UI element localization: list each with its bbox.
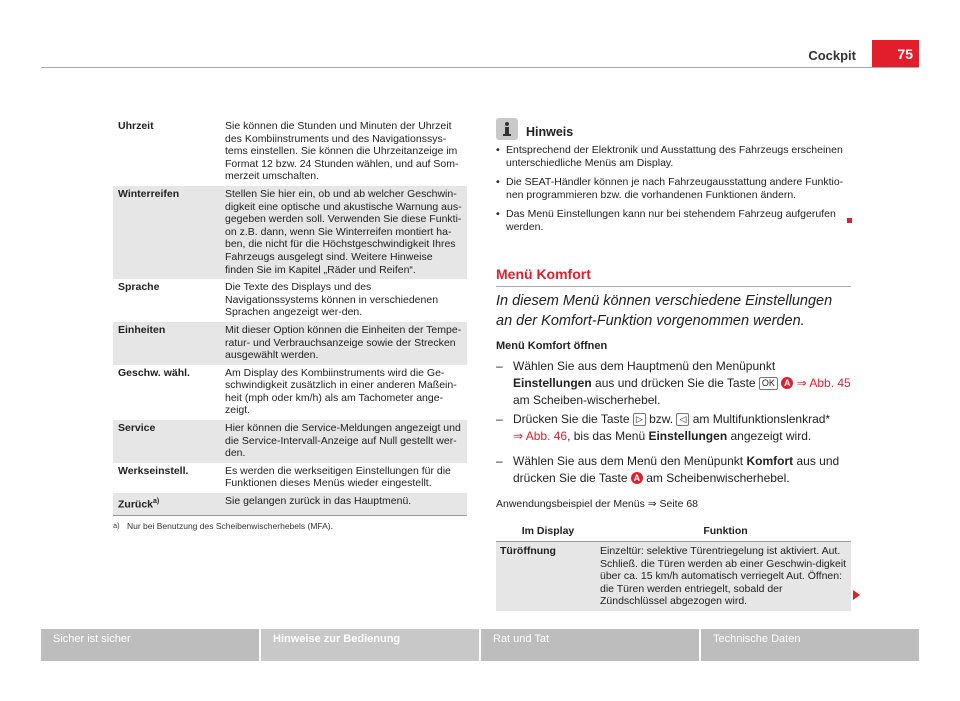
table-row [113,365,467,420]
footnote-text: Nur bei Benutzung des Scheibenwischerhebels (MFA). [127,521,333,531]
step-text-part: aus und drücken Sie die Taste [591,376,759,390]
step-text-part: am Scheibenwischerhebel. [642,471,790,485]
row-value: Hier können die Service-Meldungen angezeigt und die Service-Intervall-Anzeige auf Null gestellt wer-den. [225,422,461,460]
step-text-part: Wählen Sie aus dem Hauptmenü den Menüpunkt [513,359,776,373]
column-header: Funktion [703,525,748,537]
step-text-part: Drücken Sie die Taste [513,412,633,426]
row-value: Sie gelangen zurück in das Hauptmenü. [225,495,412,508]
figure-link[interactable]: ⇒ Abb. 45 [796,376,851,390]
footnote-mark: a) [113,521,120,530]
section-intro: In diesem Menü können verschiedene Einstellungen an der Komfort-Funktion vorgenommen werden. [496,293,833,329]
bullet-text: Entsprechend der Elektronik und Ausstattung des Fahrzeugs erscheinen unterschiedliche Menüs am Display. [506,144,843,169]
row-key: Uhrzeit [118,120,154,132]
step-text-part: Wählen Sie aus dem Menü den Menüpunkt [513,454,747,468]
row-key: Einheiten [118,323,166,336]
row-key: Werkseinstell. [118,464,189,477]
step-text-part: angezeigt wird. [727,429,812,443]
menu-term: Einstellungen [513,376,592,390]
hinweis-title: Hinweis [526,125,574,139]
step-text [513,358,856,409]
row-value: Die Texte des Displays und des Navigationssystems können in verschiedenen Sprachen angezeigt wer-den. [225,281,439,319]
table-row [113,463,467,493]
list-item: • Das Menü Einstellungen kann nur bei stehendem Fahrzeug aufgerufen werden. [496,208,851,234]
hinweis-box [496,118,851,240]
list-item: • Die SEAT-Händler können je nach Fahrzeugausstattung andere Funktio-nen programmieren bzw. die vorhandenen Funktionen ändern. [496,176,851,202]
table-row [113,279,467,322]
row-key: Türöffnung [500,545,556,557]
list-item: • Entsprechend der Elektronik und Ausstattung des Fahrzeugs erscheinen unterschiedliche Menüs am Display. [496,144,851,170]
figure-link[interactable]: ⇒ Abb. 46 [513,429,568,443]
step-text-part: am Multifunktionslenkrad* [689,412,831,426]
row-key: Sprache [118,281,160,294]
footnote-ref: a) [153,498,160,506]
table-bottom-rule [113,515,467,516]
section-title: Menü Komfort [496,266,591,282]
step-text-part: bzw. [645,412,677,426]
row-value: Sie können die Stunden und Minuten der Uhrzeit des Kombiinstruments und des Navigationssys-tems einstellen. Sie können die Uhrzeitanzeige im Format 12 bzw. 24 Stunden wählen, und auf Som-merzeit umschalten. [225,120,459,183]
bullet-text: Die SEAT-Händler können je nach Fahrzeugausstattung andere Funktio-nen programmieren bzw. die vorhandenen Funktionen ändern. [506,176,844,201]
menu-term: Komfort [746,454,794,468]
row-key: Winterreifen [118,187,180,200]
row-key-text: Zurück [118,498,154,511]
step-text-part: am Scheiben-wischerhebel. [513,393,661,407]
table-row [113,322,467,365]
table-row [496,542,851,611]
table-header [496,522,851,542]
continue-arrow-icon [853,590,860,600]
step-3: – Wählen Sie aus dem Menü den Menüpunkt Komfort aus und drücken Sie die Taste A am Scheibenwischerhebel. [496,453,856,487]
chapter-nav [41,629,919,661]
example-reference: Anwendungsbeispiel der Menüs ⇒ Seite 68 [496,498,699,510]
row-value: Es werden die werkseitigen Einstellungen für die Funktionen dieses Menüs wieder eingestellt. [225,464,451,490]
row-value: Einzeltür: selektive Türentriegelung ist aktiviert. Aut. Schließ. die Türen werden ab einer Geschwin-digkeit über ca. 15 km/h automatisch verriegelt Aut. Öffnen: die Türen werden entriegelt, sobald der Zündschlüssel abgezogen wird. [600,545,847,608]
ok-key-icon: OK [759,377,778,390]
table-row [113,118,467,186]
table-row [113,493,467,515]
row-key: Service [118,422,156,435]
section-subhead: Menü Komfort öffnen [496,340,608,352]
tab-rat-und-tat[interactable]: Rat und Tat [481,629,699,661]
section-divider [496,286,851,287]
info-icon [496,118,518,140]
row-key [113,495,225,512]
step-text [513,453,856,487]
menu-term: Einstellungen [648,429,728,443]
hinweis-header [496,118,851,140]
tab-hinweise-bedienung[interactable]: Hinweise zur Bedienung [261,629,479,661]
step-text-part: aus und drücken Sie die Taste [513,454,840,485]
tab-technische-daten[interactable]: Technische Daten [701,629,919,661]
key-a-icon: A [781,377,793,389]
row-value: Am Display des Kombiinstruments wird die Ge-schwindigkeit zusätzlich in einer anderen Maßein-heit (mph oder km/h) als am Tachometer ange-zeigt. [225,366,457,417]
step-text-part: , bis das Menü [567,429,649,443]
row-key: Geschw. wähl. [118,366,190,379]
bullet-text: Das Menü Einstellungen kann nur bei stehendem Fahrzeug aufgerufen werden. [506,208,836,233]
footnote [113,521,467,531]
row-value: Stellen Sie hier ein, ob und ab welcher Geschwin-digkeit eine optische und akustische Warnung aus-gegeben werden soll. Verwenden Sie diese Funkti-on z.B. dann, wenn Sie Winterreifen montiert ha-ben, die nicht für die Höchstgeschwindigkeit Ihres Fahrzeugs ausgelegt sind. Weitere Hinweise finden Sie im Kapitel „Räder und Reifen“. [225,187,462,276]
page-header-title: Cockpit [808,48,856,63]
key-a-icon: A [631,472,643,484]
right-key-icon: ▷ [633,413,646,426]
komfort-table [496,522,851,611]
tab-sicher[interactable]: Sicher ist sicher [41,629,259,661]
table-row [113,186,467,279]
header-divider [41,67,919,68]
row-value: Mit dieser Option können die Einheiten der Tempe-ratur- und Verbrauchsanzeige sowie der Strecken ausgewählt werden. [225,323,462,362]
left-key-icon: ◁ [676,413,689,426]
step-2: – Drücken Sie die Taste ▷ bzw. ◁ am Multifunktionslenkrad* ⇒ Abb. 46, bis das Menü Einstellungen angezeigt wird. [496,412,831,443]
table-row [113,420,467,463]
step-text [513,411,830,445]
page-number: 75 [872,40,919,67]
end-square-icon [847,218,852,223]
settings-table [113,118,467,516]
column-header: Im Display [521,525,575,537]
step-1: – Wählen Sie aus dem Hauptmenü den Menüpunkt Einstellungen aus und drücken Sie die Taste OK A ⇒ Abb. 45 am Scheiben-wischerhebel. [496,358,856,409]
